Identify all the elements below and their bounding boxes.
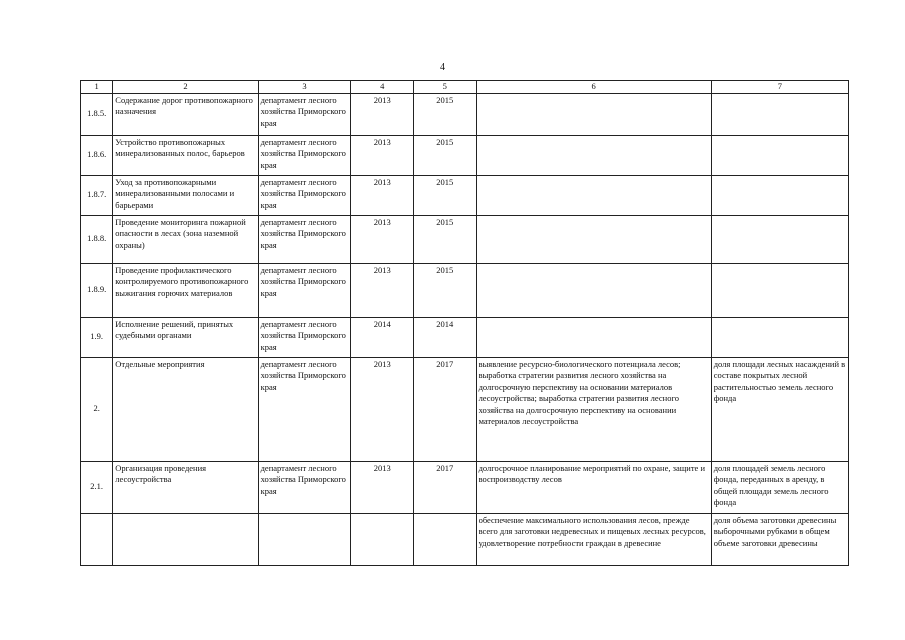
column-header: 7: [711, 81, 848, 94]
row-number: 1.8.6.: [81, 135, 113, 175]
expected-result: [476, 93, 711, 135]
executor: департамент лесного хозяйства Приморского края: [258, 461, 351, 513]
executor: департамент лесного хозяйства Приморского края: [258, 263, 351, 317]
program-table: [80, 80, 849, 566]
end-year: 2017: [414, 461, 477, 513]
activity-name: Содержание дорог противопожарного назначения: [113, 93, 258, 135]
end-year: 2015: [414, 175, 477, 215]
row-number: 1.9.: [81, 317, 113, 357]
indicator: доля площадей земель лесного фонда, переданных в аренду, в общей площади земель лесного фонда: [711, 461, 848, 513]
executor: департамент лесного хозяйства Приморского края: [258, 215, 351, 263]
indicator: [711, 93, 848, 135]
expected-result: [476, 215, 711, 263]
start-year: 2013: [351, 357, 414, 461]
row-number: [81, 513, 113, 565]
indicator: доля площади лесных насаждений в составе покрытых лесной растительностью земель лесного фонда: [711, 357, 848, 461]
indicator: [711, 317, 848, 357]
table-row: [81, 215, 849, 263]
start-year: 2013: [351, 215, 414, 263]
expected-result: долгосрочное планирование мероприятий по охране, защите и воспроизводству лесов: [476, 461, 711, 513]
row-number: 1.8.9.: [81, 263, 113, 317]
column-header: 1: [81, 81, 113, 94]
activity-name: Исполнение решений, принятых судебными органами: [113, 317, 258, 357]
column-header: 5: [414, 81, 477, 94]
start-year: 2013: [351, 461, 414, 513]
indicator: [711, 175, 848, 215]
executor: департамент лесного хозяйства Приморского края: [258, 175, 351, 215]
activity-name: [113, 513, 258, 565]
table-row: [81, 135, 849, 175]
activity-name: Организация проведения лесоустройства: [113, 461, 258, 513]
expected-result: выявление ресурсно-биологического потенциала лесов; выработка стратегии развития лесного хозяйства на долгосрочную перспективу на основании материалов лесоустройства; выработка стратегии развития лесного хозяйства на долгосрочную перспективу на основании материалов лесоустройства: [476, 357, 711, 461]
start-year: 2013: [351, 175, 414, 215]
column-header: 4: [351, 81, 414, 94]
executor: [258, 513, 351, 565]
end-year: 2017: [414, 357, 477, 461]
activity-name: Уход за противопожарными минерализованными полосами и барьерами: [113, 175, 258, 215]
column-header: 6: [476, 81, 711, 94]
end-year: 2015: [414, 215, 477, 263]
table-row: [81, 175, 849, 215]
header-row: [81, 81, 849, 94]
indicator: [711, 263, 848, 317]
indicator: доля объема заготовки древесины выборочными рубками в общем объеме заготовки древесины: [711, 513, 848, 565]
expected-result: [476, 135, 711, 175]
expected-result: [476, 263, 711, 317]
start-year: 2013: [351, 135, 414, 175]
indicator: [711, 215, 848, 263]
start-year: [351, 513, 414, 565]
expected-result: обеспечение максимального использования лесов, прежде всего для заготовки недревесных и пищевых лесных ресурсов, удовлетворение потребности граждан в древесине: [476, 513, 711, 565]
expected-result: [476, 317, 711, 357]
executor: департамент лесного хозяйства Приморского края: [258, 135, 351, 175]
table-row: [81, 357, 849, 461]
activity-name: Проведение мониторинга пожарной опасности в лесах (зона наземной охраны): [113, 215, 258, 263]
expected-result: [476, 175, 711, 215]
start-year: 2014: [351, 317, 414, 357]
column-header: 3: [258, 81, 351, 94]
row-number: 2.: [81, 357, 113, 461]
start-year: 2013: [351, 93, 414, 135]
activity-name: Отдельные мероприятия: [113, 357, 258, 461]
row-number: 2.1.: [81, 461, 113, 513]
end-year: 2015: [414, 263, 477, 317]
column-header: 2: [113, 81, 258, 94]
table-row: [81, 513, 849, 565]
table-row: [81, 263, 849, 317]
executor: департамент лесного хозяйства Приморского края: [258, 357, 351, 461]
end-year: 2015: [414, 93, 477, 135]
table-row: [81, 93, 849, 135]
executor: департамент лесного хозяйства Приморского края: [258, 317, 351, 357]
activity-name: Проведение профилактического контролируемого противопожарного выжигания горючих материалов: [113, 263, 258, 317]
indicator: [711, 135, 848, 175]
row-number: 1.8.7.: [81, 175, 113, 215]
table-row: [81, 461, 849, 513]
table-row: [81, 317, 849, 357]
row-number: 1.8.8.: [81, 215, 113, 263]
row-number: 1.8.5.: [81, 93, 113, 135]
page-number: 4: [440, 62, 445, 73]
activity-name: Устройство противопожарных минерализованных полос, барьеров: [113, 135, 258, 175]
end-year: 2015: [414, 135, 477, 175]
end-year: [414, 513, 477, 565]
start-year: 2013: [351, 263, 414, 317]
end-year: 2014: [414, 317, 477, 357]
executor: департамент лесного хозяйства Приморского края: [258, 93, 351, 135]
